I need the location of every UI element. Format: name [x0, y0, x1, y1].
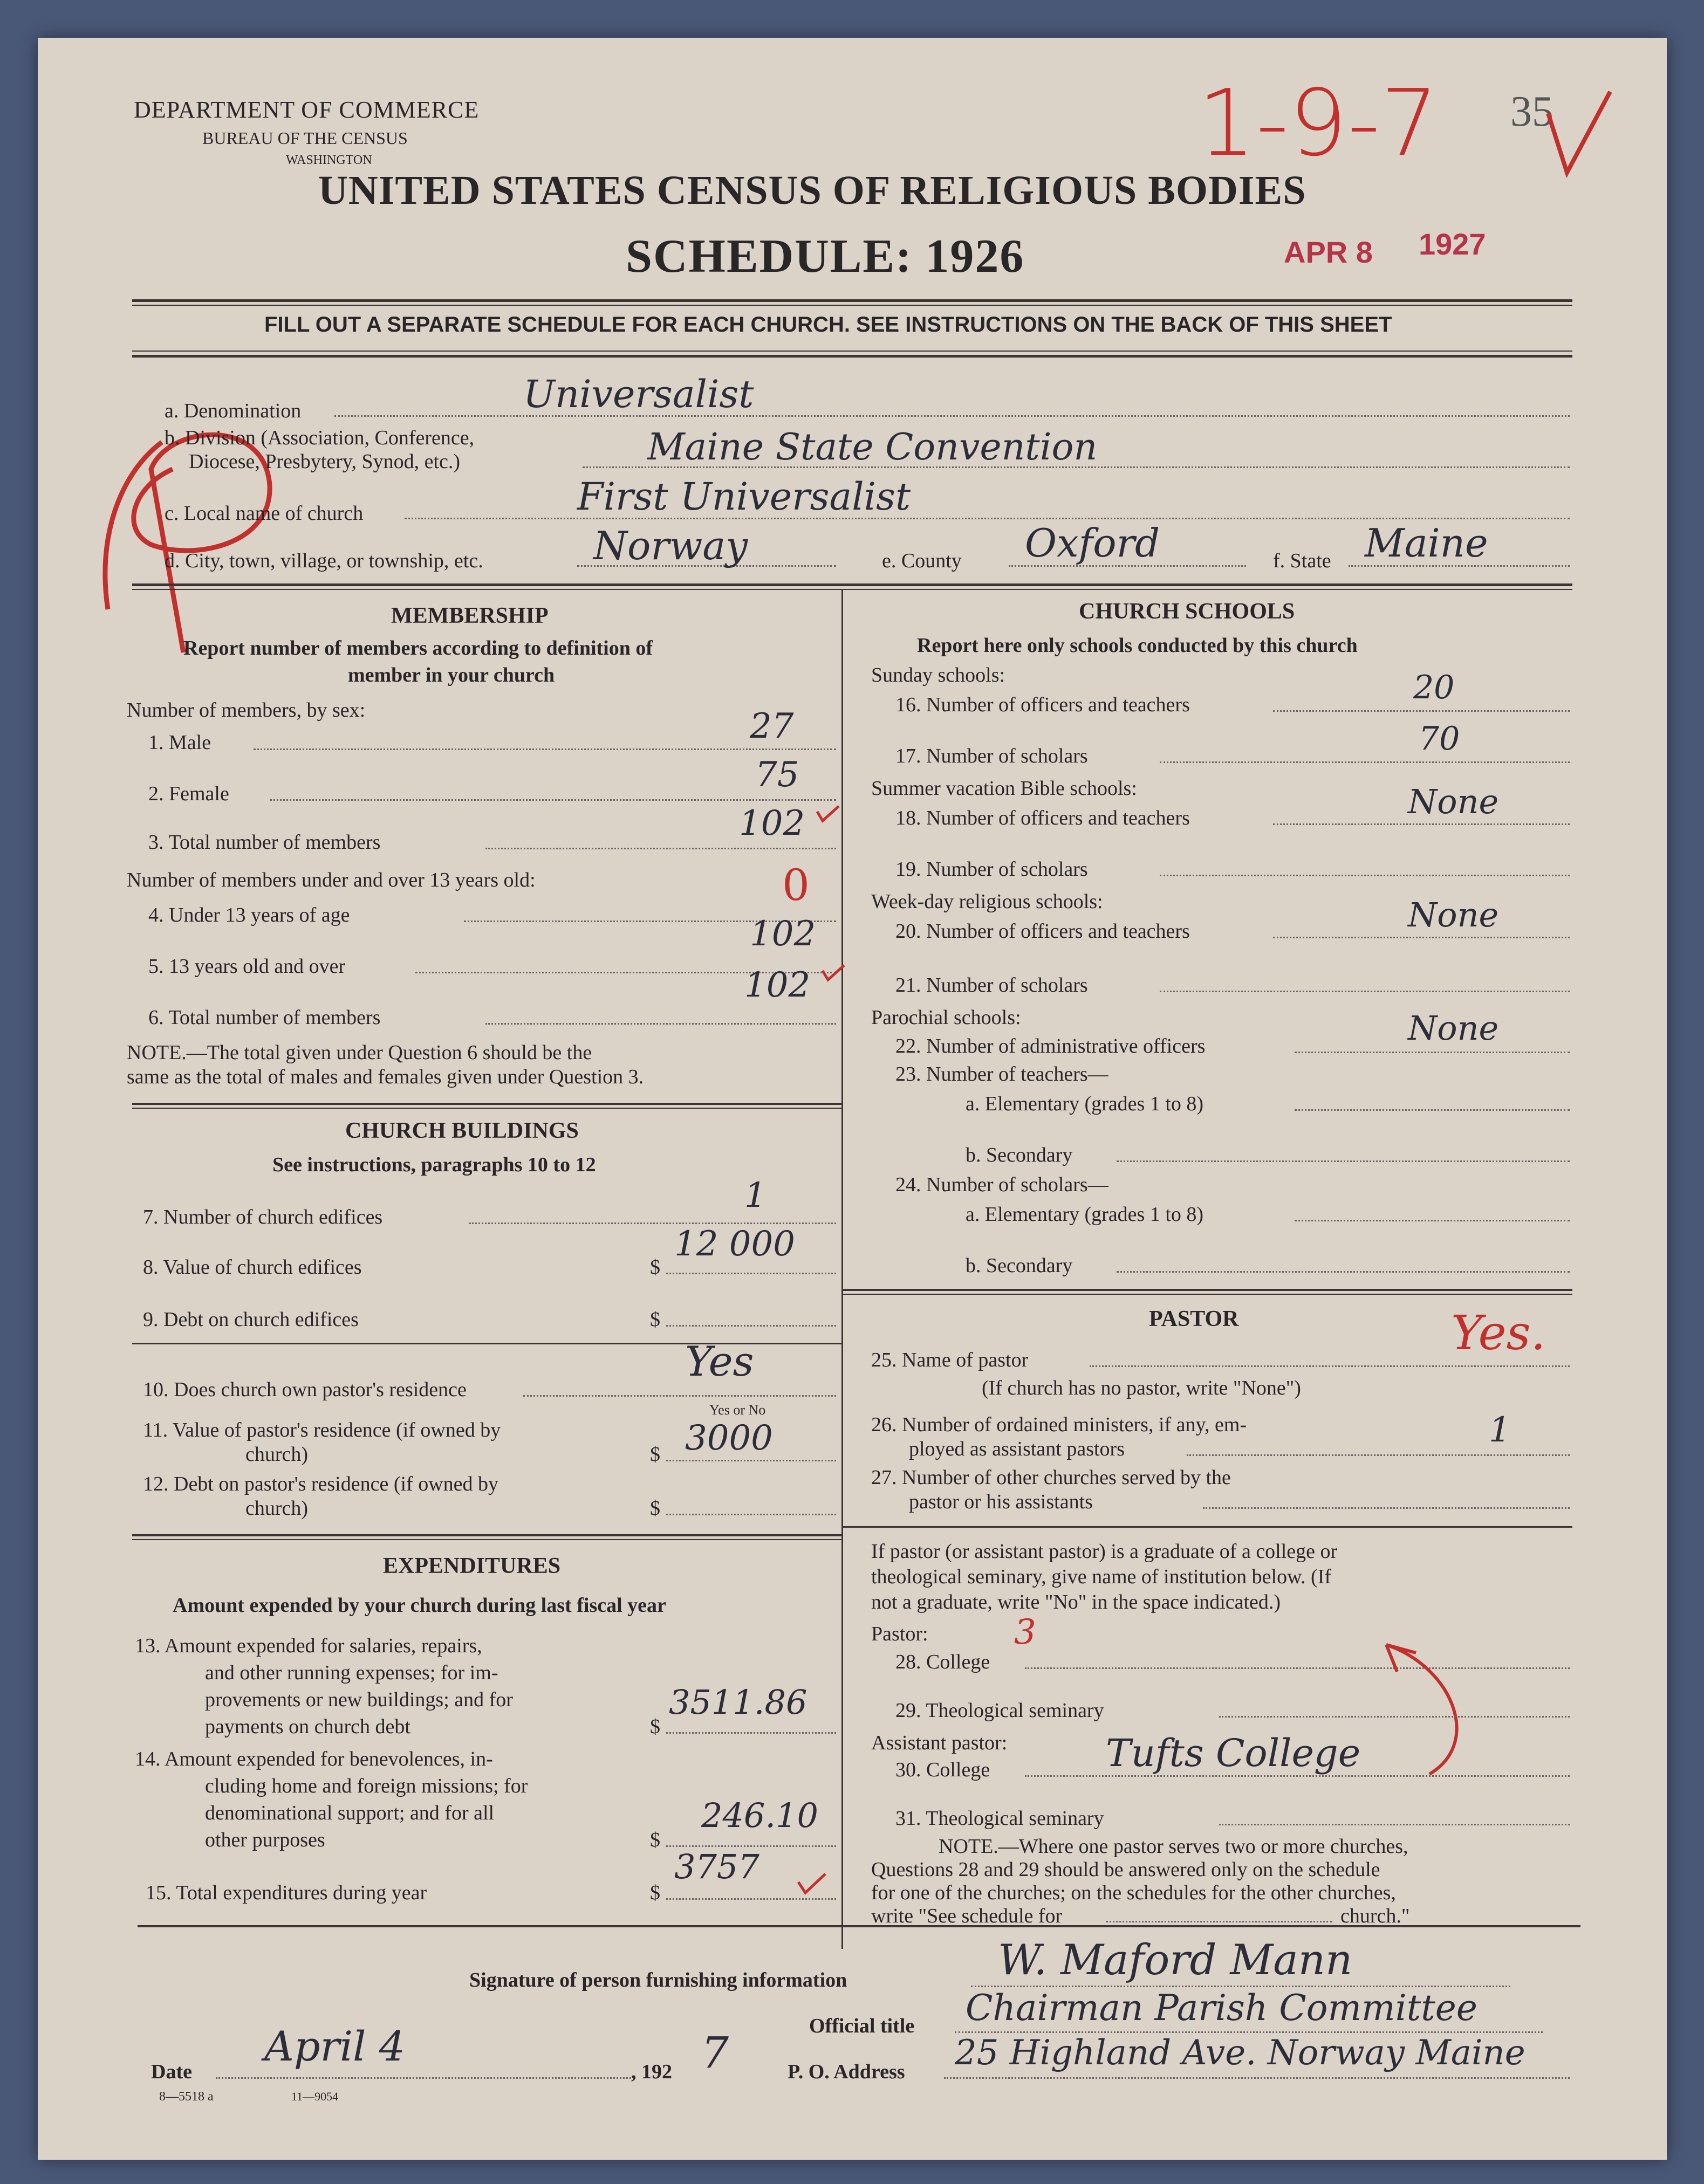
membership-heading: MEMBERSHIP	[391, 603, 549, 628]
census-schedule-sheet	[38, 38, 1667, 2160]
summer-schools-label: Summer vacation Bible schools:	[871, 777, 1137, 800]
city-label: d. City, town, village, or township, etc.	[165, 550, 483, 572]
q25-label: 25. Name of pastor	[871, 1349, 1029, 1371]
q10-residence-label: 10. Does church own pastor's residence	[143, 1378, 467, 1401]
expenditures-subheading: Amount expended by your church during last fiscal year	[173, 1594, 666, 1617]
county-label: e. County	[882, 550, 962, 572]
county-value: Oxford	[1025, 520, 1160, 566]
q13-value: 3511.86	[669, 1682, 807, 1722]
pastor-sub-label: Pastor:	[871, 1623, 928, 1645]
signature-label: Signature of person furnishing information	[469, 1969, 847, 1991]
q22-value: None	[1408, 1008, 1499, 1048]
red-check-icon	[820, 963, 847, 984]
q16-value: 20	[1413, 669, 1455, 706]
q26-label-line1: 26. Number of ordained ministers, if any, em-	[871, 1413, 1247, 1436]
q25-hint: (If church has no pastor, write "None")	[982, 1377, 1301, 1399]
schedule-title: SCHEDULE: 1926	[626, 230, 1025, 283]
date-value: April 4	[264, 2022, 405, 2070]
q10-residence-value: Yes	[685, 1337, 754, 1385]
q13-label-line3: provements or new buildings; and for	[205, 1688, 513, 1711]
form-title: UNITED STATES CENSUS OF RELIGIOUS BODIES	[318, 168, 1306, 213]
q13-label-line1: 13. Amount expended for salaries, repairs,	[135, 1634, 482, 1657]
q11-label-line2: church)	[245, 1443, 309, 1466]
q19-label: 19. Number of scholars	[895, 858, 1088, 881]
city-line: WASHINGTON	[286, 153, 372, 167]
q12-label-line2: church)	[245, 1497, 309, 1520]
q12-dollar: $	[650, 1497, 660, 1520]
q23b-label: b. Secondary	[966, 1144, 1073, 1166]
q5-over13-label: 5. 13 years old and over	[148, 955, 346, 978]
q13-label-line2: and other running expenses; for im-	[205, 1661, 498, 1684]
division-label-line1: b. Division (Association, Conference,	[165, 427, 475, 449]
q23a-label: a. Elementary (grades 1 to 8)	[966, 1093, 1204, 1115]
pastor-note-5: church."	[1340, 1905, 1410, 1927]
division-label-line2: Diocese, Presbytery, Synod, etc.)	[189, 450, 461, 473]
q5-over13-value: 102	[750, 914, 816, 954]
handwritten-file-number: 1-9-7	[1197, 70, 1439, 177]
denomination-label: a. Denomination	[165, 400, 302, 422]
q30-label: 30. College	[895, 1759, 990, 1781]
received-year-stamp: 1927	[1419, 227, 1486, 261]
bureau-line: BUREAU OF THE CENSUS	[202, 128, 408, 148]
q26-value: 1	[1489, 1410, 1511, 1450]
q11-dollar: $	[650, 1443, 660, 1466]
q22-label: 22. Number of administrative officers	[895, 1035, 1206, 1057]
q11-value: 3000	[685, 1418, 773, 1458]
q14-value: 246.10	[701, 1796, 818, 1835]
q31-label: 31. Theological seminary	[895, 1807, 1104, 1830]
pastor-note-3: for one of the churches; on the schedules for the other churches,	[871, 1881, 1396, 1904]
membership-note-2: same as the total of males and females given under Question 3.	[127, 1066, 644, 1088]
red-check-icon	[815, 803, 841, 825]
q7-edifices-value: 1	[744, 1176, 767, 1215]
members-by-sex-label: Number of members, by sex:	[127, 699, 366, 722]
city-value: Norway	[593, 523, 748, 568]
age-breakdown-label: Number of members under and over 13 years old:	[127, 869, 536, 891]
q30-value: Tufts College	[1106, 1731, 1361, 1775]
buildings-subheading: See instructions, paragraphs 10 to 12	[272, 1153, 596, 1176]
department-line: DEPARTMENT OF COMMERCE	[134, 97, 480, 123]
q27-label-line1: 27. Number of other churches served by the	[871, 1466, 1231, 1489]
assistant-pastor-label: Assistant pastor:	[871, 1732, 1008, 1754]
po-address-label: P. O. Address	[788, 2061, 905, 2083]
q3-total-value: 102	[739, 803, 805, 843]
local-name-value: First Universalist	[577, 475, 911, 519]
q2-female-label: 2. Female	[148, 782, 229, 805]
schools-subheading: Report here only schools conducted by this church	[917, 634, 1358, 657]
q4-under13-value: 0	[782, 860, 810, 910]
q24b-label: b. Secondary	[966, 1254, 1073, 1277]
schools-heading: CHURCH SCHOOLS	[1079, 599, 1295, 624]
red-check-icon	[1543, 86, 1618, 183]
q17-value: 70	[1419, 720, 1460, 758]
membership-note-1: NOTE.—The total given under Question 6 should be the	[127, 1041, 592, 1064]
division-value: Maine State Convention	[647, 426, 1098, 469]
signature-value: W. Maford Mann	[998, 1936, 1353, 1984]
instructions-line: FILL OUT A SEPARATE SCHEDULE FOR EACH CHURCH. SEE INSTRUCTIONS ON THE BACK OF THIS SHEET	[264, 313, 1392, 336]
po-address-value: 25 Highland Ave. Norway Maine	[955, 2033, 1525, 2073]
q18-value: None	[1408, 782, 1499, 821]
red-arrow-icon	[1365, 1634, 1483, 1790]
form-number: 8—5518 a	[159, 2090, 214, 2104]
q8-dollar: $	[650, 1256, 660, 1279]
print-number: 11—9054	[291, 2090, 339, 2103]
q24a-label: a. Elementary (grades 1 to 8)	[966, 1203, 1204, 1226]
pastor-note-2: Questions 28 and 29 should be answered only on the schedule	[871, 1858, 1380, 1881]
year-prefix: , 192	[631, 2061, 672, 2083]
page-number: 35	[1510, 88, 1554, 135]
q15-value: 3757	[674, 1847, 759, 1886]
denomination-value: Universalist	[523, 372, 754, 416]
pastor-note-1: NOTE.—Where one pastor serves two or more churches,	[939, 1835, 1408, 1858]
q16-label: 16. Number of officers and teachers	[895, 693, 1190, 716]
received-date-stamp: APR 8	[1284, 235, 1373, 269]
expenditures-heading: EXPENDITURES	[383, 1554, 561, 1578]
q14-label-line2: cluding home and foreign missions; for	[205, 1775, 528, 1797]
q20-value: None	[1408, 895, 1499, 935]
pastor-note-4: write "See schedule for	[871, 1905, 1063, 1927]
q14-label-line4: other purposes	[205, 1829, 325, 1851]
weekday-schools-label: Week-day religious schools:	[871, 890, 1103, 913]
graduate-instructions-3: not a graduate, write "No" in the space indicated.)	[871, 1591, 1281, 1613]
graduate-instructions-1: If pastor (or assistant pastor) is a graduate of a college or	[871, 1540, 1338, 1563]
membership-subheading-1: Report number of members according to definition of	[183, 637, 653, 660]
q28-value: 3	[1014, 1612, 1036, 1652]
buildings-heading: CHURCH BUILDINGS	[345, 1118, 579, 1143]
q3-total-label: 3. Total number of members	[148, 831, 381, 854]
q6-total-label: 6. Total number of members	[148, 1006, 381, 1029]
q13-label-line4: payments on church debt	[205, 1715, 410, 1738]
q12-label-line1: 12. Debt on pastor's residence (if owned by	[143, 1473, 499, 1495]
q1-male-value: 27	[750, 706, 794, 746]
yes-or-no-hint: Yes or No	[709, 1402, 766, 1418]
official-title-value: Chairman Parish Committee	[966, 1987, 1477, 2029]
q28-label: 28. College	[895, 1651, 990, 1673]
q18-label: 18. Number of officers and teachers	[895, 807, 1190, 829]
q1-male-label: 1. Male	[148, 731, 211, 754]
q20-label: 20. Number of officers and teachers	[895, 920, 1190, 943]
year-value: 7	[701, 2028, 729, 2078]
q9-debt-label: 9. Debt on church edifices	[143, 1308, 359, 1331]
q24-label: 24. Number of scholars—	[895, 1173, 1108, 1196]
q13-dollar: $	[650, 1715, 660, 1738]
red-check-icon	[796, 1871, 828, 1898]
q11-label-line1: 11. Value of pastor's residence (if owned by	[143, 1419, 501, 1441]
q17-label: 17. Number of scholars	[895, 745, 1088, 767]
state-label: f. State	[1273, 550, 1331, 572]
q29-label: 29. Theological seminary	[895, 1699, 1104, 1722]
state-value: Maine	[1365, 520, 1488, 566]
local-name-label: c. Local name of church	[165, 502, 364, 525]
q14-dollar: $	[650, 1829, 660, 1851]
parochial-schools-label: Parochial schools:	[871, 1006, 1021, 1029]
q6-total-value: 102	[744, 965, 811, 1005]
sunday-schools-label: Sunday schools:	[871, 664, 1005, 686]
q23-label: 23. Number of teachers—	[895, 1063, 1108, 1086]
pastor-heading: PASTOR	[1149, 1307, 1239, 1331]
date-label: Date	[151, 2061, 192, 2083]
graduate-instructions-2: theological seminary, give name of institution below. (If	[871, 1565, 1332, 1588]
q7-edifices-label: 7. Number of church edifices	[143, 1206, 383, 1228]
q27-label-line2: pastor or his assistants	[909, 1491, 1093, 1513]
q9-dollar: $	[650, 1308, 660, 1331]
q25-value: Yes.	[1451, 1305, 1546, 1361]
q14-label-line3: denominational support; and for all	[205, 1802, 495, 1824]
q8-value-label: 8. Value of church edifices	[143, 1256, 362, 1279]
q4-under13-label: 4. Under 13 years of age	[148, 904, 350, 926]
q15-dollar: $	[650, 1881, 660, 1904]
q15-label: 15. Total expenditures during year	[146, 1881, 427, 1904]
official-title-label: Official title	[809, 2015, 915, 2037]
q2-female-value: 75	[755, 755, 799, 795]
membership-subheading-2: member in your church	[348, 664, 555, 686]
q26-label-line2: ployed as assistant pastors	[909, 1438, 1125, 1460]
q21-label: 21. Number of scholars	[895, 974, 1088, 997]
q8-value-value: 12 000	[674, 1224, 795, 1264]
q14-label-line1: 14. Amount expended for benevolences, in-	[135, 1748, 493, 1770]
